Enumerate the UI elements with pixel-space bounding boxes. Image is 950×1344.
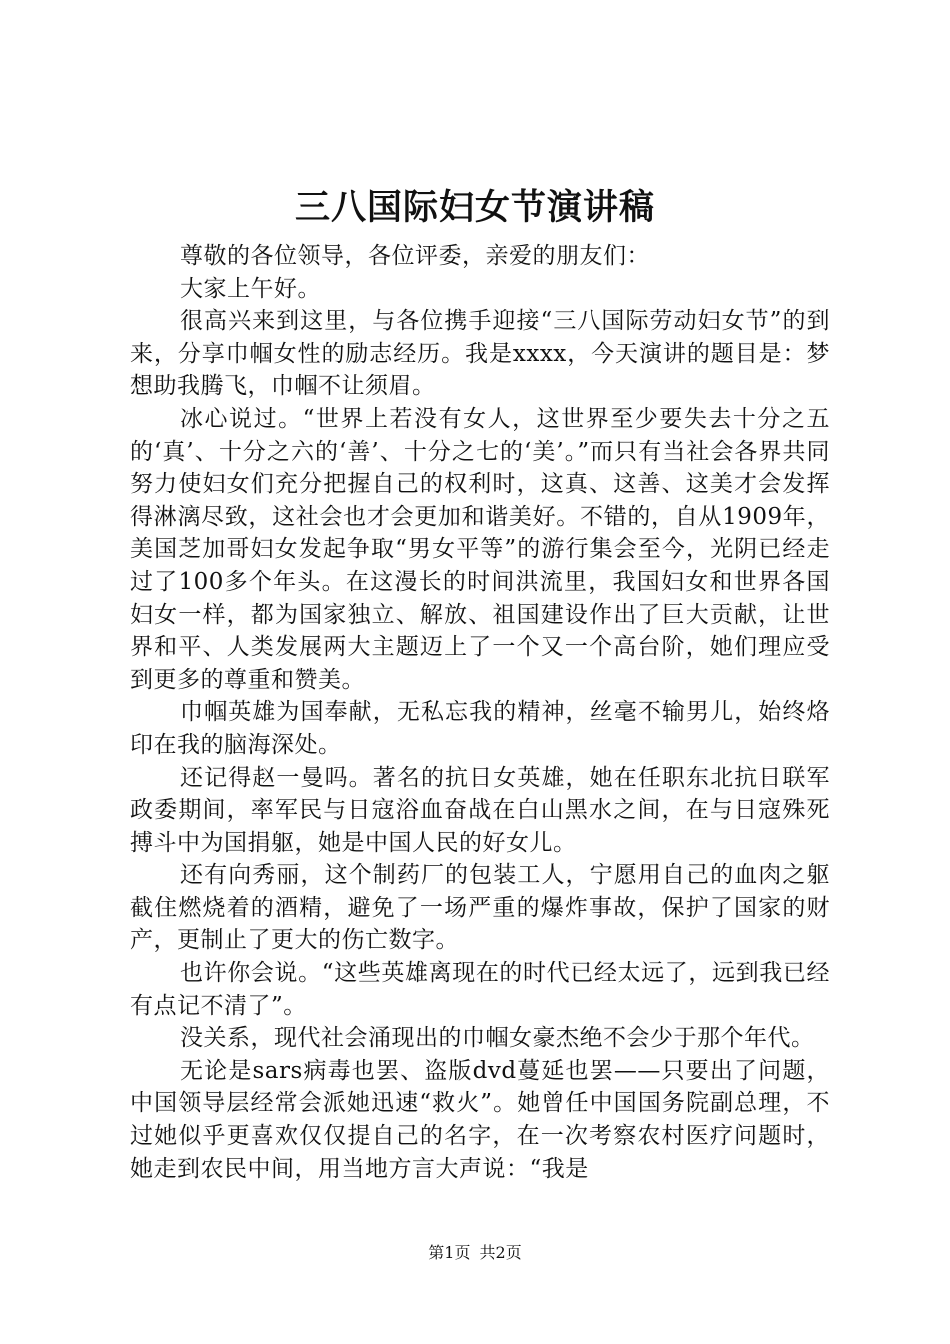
page-footer: [0, 1241, 950, 1265]
paragraph-vice-premier: 无论是sars病毒也罢、盗版dvd蔓延也罢——只要出了问题，中国领导层经常会派她迅速“救火”。她曾任中国国务院副总理，不过她似乎更喜欢仅仅提自己的名字，在一次考察农村医疗问题时，她走到农民中间，用当地方言大声说：“我是: [130, 1057, 830, 1182]
paragraph-objection: 也许你会说。“这些英雄离现在的时代已经太远了，远到我已经有点记不清了”。: [130, 960, 830, 1019]
paragraph-bingxin-quote: 冰心说过。“世界上若没有女人，这世界至少要失去十分之五的‘真’、十分之六的‘善’、十分之七的‘美’。”而只有当社会各界共同努力使妇女们充分把握自己的权利时，这真、这善、这美才会发挥得淋漓尽致，这社会也才会更加和谐美好。不错的，自从1909年，美国芝加哥妇女发起争取“男女平等”的游行集会至今，光阴已经走过了100多个年头。在这漫长的时间洪流里，我国妇女和世界各国妇女一样，都为国家独立、解放、祖国建设作出了巨大贡献，让世界和平、人类发展两大主题迈上了一个又一个高台阶，她们理应受到更多的尊重和赞美。: [130, 405, 830, 693]
paragraph-modern-era: 没关系，现代社会涌现出的巾帼女豪杰绝不会少于那个年代。: [180, 1025, 815, 1052]
paragraph-heroines: 巾帼英雄为国奉献，无私忘我的精神，丝毫不输男儿，始终烙印在我的脑海深处。: [130, 699, 830, 758]
document-body: [130, 240, 830, 1185]
paragraph-salutation: 尊敬的各位领导，各位评委，亲爱的朋友们：: [180, 243, 650, 269]
page-number-total: 共2页: [479, 1243, 522, 1262]
paragraph-xiang-xiuli: 还有向秀丽，这个制药厂的包装工人，宁愿用自己的血肉之躯截住燃烧着的酒精，避免了一场严重的爆炸事故，保护了国家的财产，更制止了更大的伤亡数字。: [130, 862, 830, 954]
document-title: 三八国际妇女节演讲稿: [294, 187, 655, 228]
paragraph-intro: 很高兴来到这里，与各位携手迎接“三八国际劳动妇女节”的到来，分享巾帼女性的励志经历。我是xxxx，今天演讲的题目是：梦想助我腾飞，巾帼不让须眉。: [130, 308, 830, 400]
paragraph-zhao-yiman: 还记得赵一曼吗。著名的抗日女英雄，她在任职东北抗日联军政委期间，率军民与日寇浴血奋战在白山黑水之间，在与日寇殊死搏斗中为国捐躯，她是中国人民的好女儿。: [130, 764, 830, 856]
paragraph-greeting: 大家上午好。: [180, 275, 321, 302]
page-number-current: 第1页: [428, 1243, 471, 1262]
